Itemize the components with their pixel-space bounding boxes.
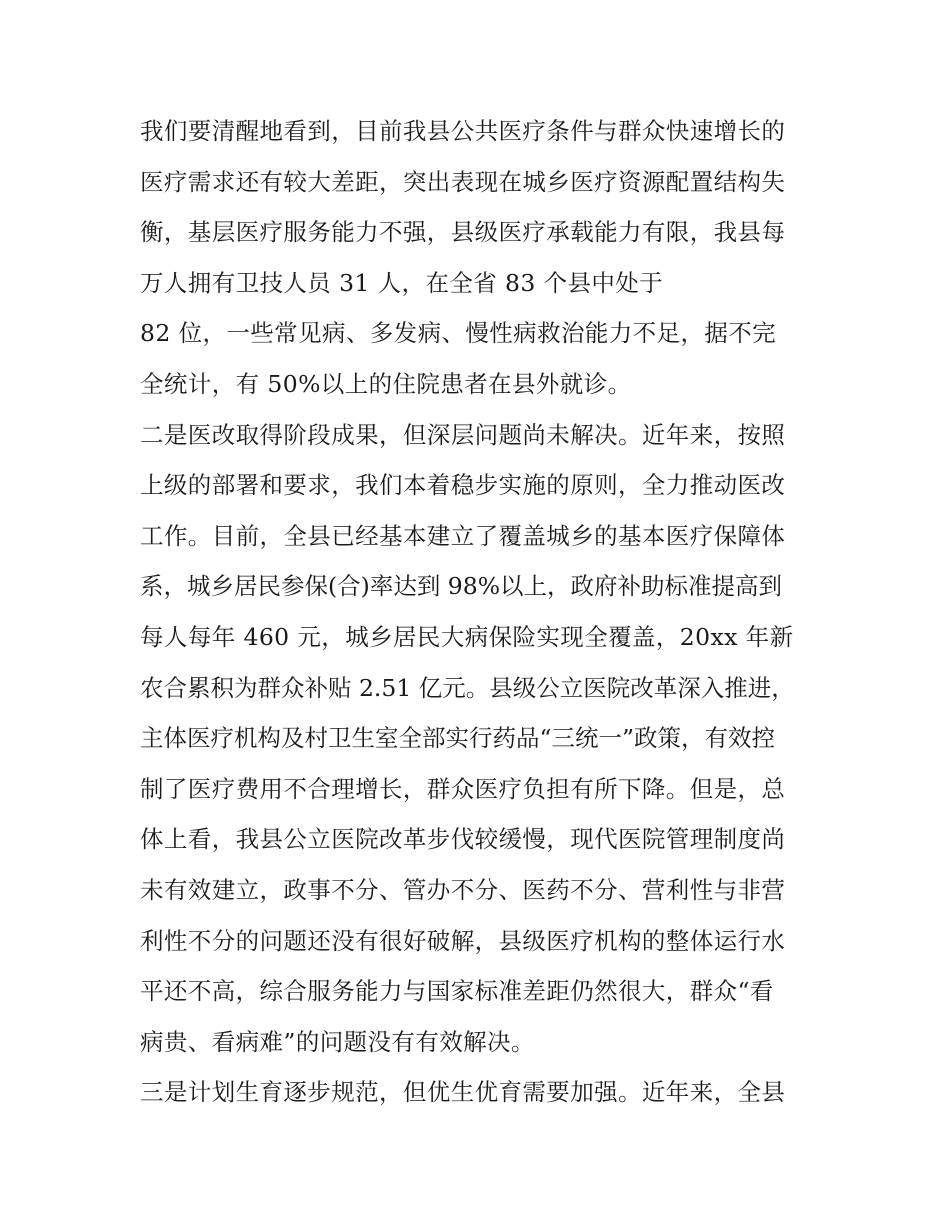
text-line: 工作。目前，全县已经基本建立了覆盖城乡的基本医疗保障体	[140, 521, 786, 550]
text-line: 医疗需求还有较大差距，突出表现在城乡医疗资源配置结构失	[140, 167, 786, 196]
text-line: 二是医改取得阶段成果，但深层问题尚未解决。近年来，按照	[140, 420, 786, 449]
text-line: 制了医疗费用不合理增长，群众医疗负担有所下降。但是，总	[140, 774, 786, 803]
text-line: 每人每年 460 元，城乡居民大病保险实现全覆盖，20xx 年新	[140, 622, 794, 651]
text-line: 衡，基层医疗服务能力不强，县级医疗承载能力有限，我县每	[140, 218, 786, 247]
text-line: 体上看，我县公立医院改革步伐较缓慢，现代医院管理制度尚	[140, 825, 786, 854]
text-line: 全统计，有 50%以上的住院患者在县外就诊。	[140, 369, 632, 398]
text-line: 利性不分的问题还没有很好破解，县级医疗机构的整体运行水	[140, 926, 786, 955]
text-line: 未有效建立，政事不分、管办不分、医药不分、营利性与非营	[140, 875, 786, 904]
text-line: 系，城乡居民参保(合)率达到 98%以上，政府补助标准提高到	[140, 572, 783, 601]
body-text	[140, 106, 820, 1118]
text-line: 三是计划生育逐步规范，但优生优育需要加强。近年来，全县	[140, 1078, 786, 1107]
text-line: 平还不高，综合服务能力与国家标准差距仍然很大，群众“看	[140, 977, 774, 1006]
text-line: 农合累积为群众补贴 2.51 亿元。县级公立医院改革深入推进，	[140, 673, 795, 702]
text-line: 万人拥有卫技人员 31 人，在全省 83 个县中处于	[140, 268, 664, 297]
text-line: 我们要清醒地看到，目前我县公共医疗条件与群众快速增长的	[140, 117, 786, 145]
text-line: 病贵、看病难”的问题没有有效解决。	[140, 1027, 535, 1056]
text-line: 上级的部署和要求，我们本着稳步实施的原则，全力推动医改	[140, 471, 786, 500]
text-line: 主体医疗机构及村卫生室全部实行药品“三统一”政策，有效控	[140, 724, 776, 753]
text-line: 82 位，一些常见病、多发病、慢性病救治能力不足，据不完	[140, 319, 777, 348]
